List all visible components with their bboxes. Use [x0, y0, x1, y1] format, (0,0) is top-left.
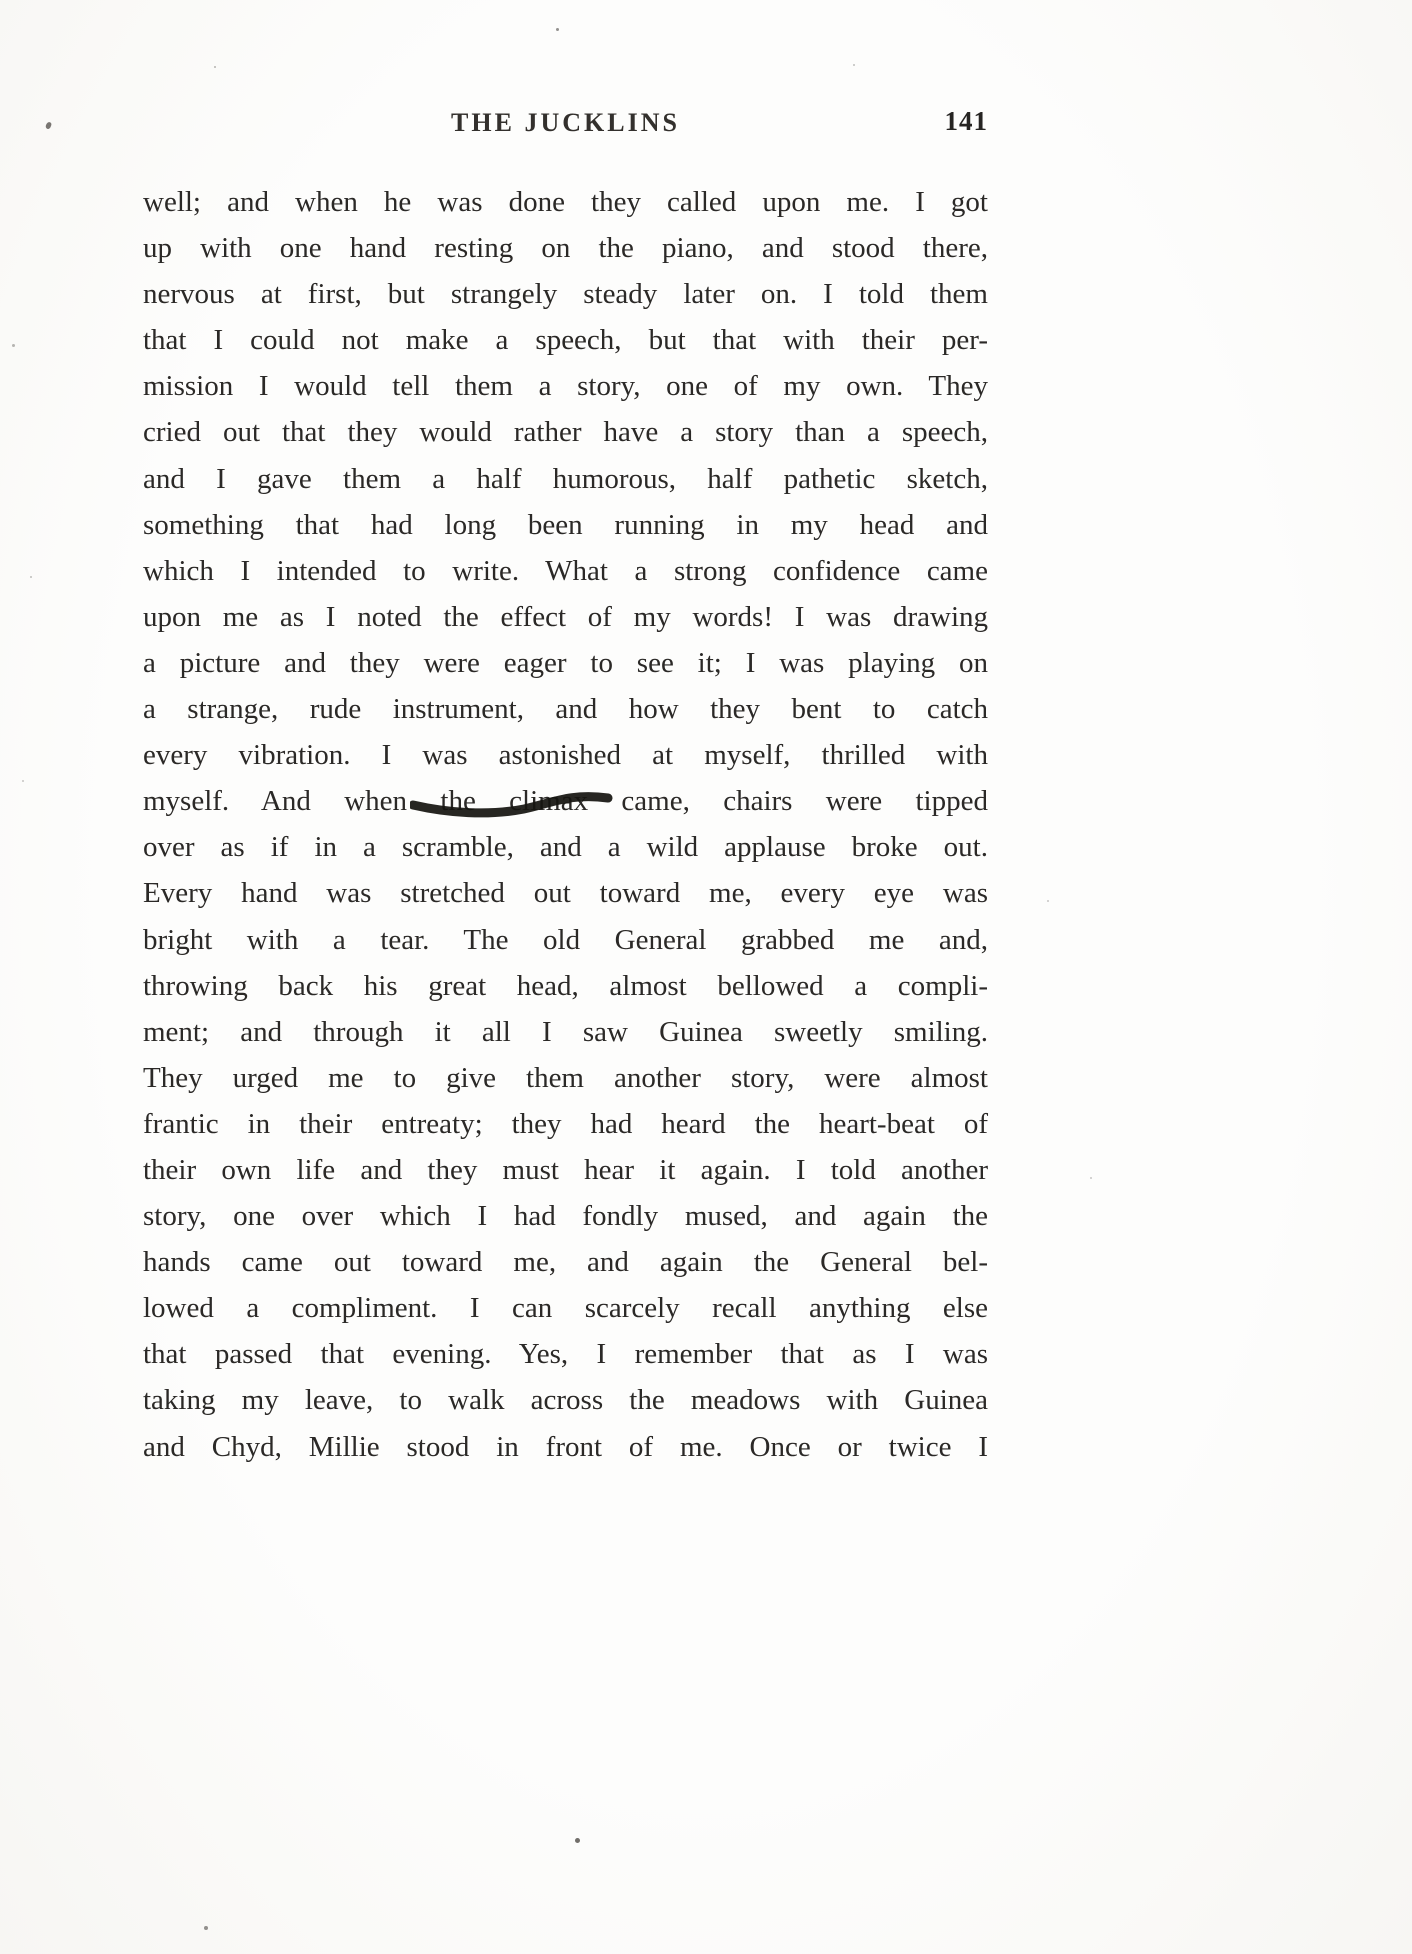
text-line: their own life and they must hear it again. I told another	[143, 1153, 988, 1186]
body-text	[143, 179, 988, 1470]
scan-speck	[22, 780, 24, 782]
text-line: bright with a tear. The old General grabbed me and,	[143, 923, 988, 956]
text-line: story, one over which I had fondly mused, and again the	[143, 1200, 988, 1233]
text-line: hands came out toward me, and again the General bel-	[143, 1246, 988, 1279]
text-line: taking my leave, to walk across the meadows with Guinea	[143, 1384, 988, 1417]
text-line: a strange, rude instrument, and how they bent to catch	[143, 693, 988, 726]
text-line: Every hand was stretched out toward me, every eye was	[143, 877, 988, 910]
text-line: that I could not make a speech, but that with their per-	[143, 324, 988, 357]
running-title: THE JUCKLINS	[451, 108, 680, 137]
scan-speck	[575, 1838, 580, 1843]
text-line: lowed a compliment. I can scarcely recall anything else	[143, 1292, 988, 1325]
text-line: which I intended to write. What a strong confidence came	[143, 554, 988, 587]
page-header	[143, 108, 988, 154]
text-line: over as if in a scramble, and a wild applause broke out.	[143, 831, 988, 864]
text-line: up with one hand resting on the piano, and stood there,	[143, 232, 988, 265]
text-line: cried out that they would rather have a story than a speech,	[143, 416, 988, 449]
text-line: and Chyd, Millie stood in front of me. Once or twice I	[143, 1430, 988, 1463]
text-line: well; and when he was done they called upon me. I got	[143, 186, 988, 218]
scan-speck	[556, 28, 559, 31]
text-line: upon me as I noted the effect of my words! I was drawing	[143, 600, 988, 633]
scan-speck	[214, 66, 216, 68]
text-line: frantic in their entreaty; they had heard the heart-beat of	[143, 1107, 988, 1140]
scan-speck	[1047, 900, 1049, 902]
scan-speck	[30, 576, 32, 578]
text-line: mission I would tell them a story, one of my own. They	[143, 370, 988, 403]
text-line: ment; and through it all I saw Guinea sweetly smiling.	[143, 1015, 988, 1048]
scan-speck	[12, 344, 15, 347]
page-number: 141	[944, 106, 988, 136]
text-line: every vibration. I was astonished at myself, thrilled with	[143, 739, 988, 772]
scan-speck	[1090, 1177, 1092, 1179]
text-line: nervous at first, but strangely steady later on. I told them	[143, 278, 988, 311]
scan-speck	[853, 64, 855, 66]
text-line: and I gave them a half humorous, half pathetic sketch,	[143, 462, 988, 495]
text-line: throwing back his great head, almost bellowed a compli-	[143, 969, 988, 1002]
scan-speck	[45, 121, 52, 129]
text-line: myself. And when the climax came, chairs were tipped	[143, 785, 988, 818]
text-line: They urged me to give them another story, were almost	[143, 1061, 988, 1094]
text-line: that passed that evening. Yes, I remember that as I was	[143, 1338, 988, 1371]
text-line: a picture and they were eager to see it; I was playing on	[143, 646, 988, 679]
scan-speck	[204, 1926, 208, 1930]
text-line: something that had long been running in my head and	[143, 508, 988, 541]
